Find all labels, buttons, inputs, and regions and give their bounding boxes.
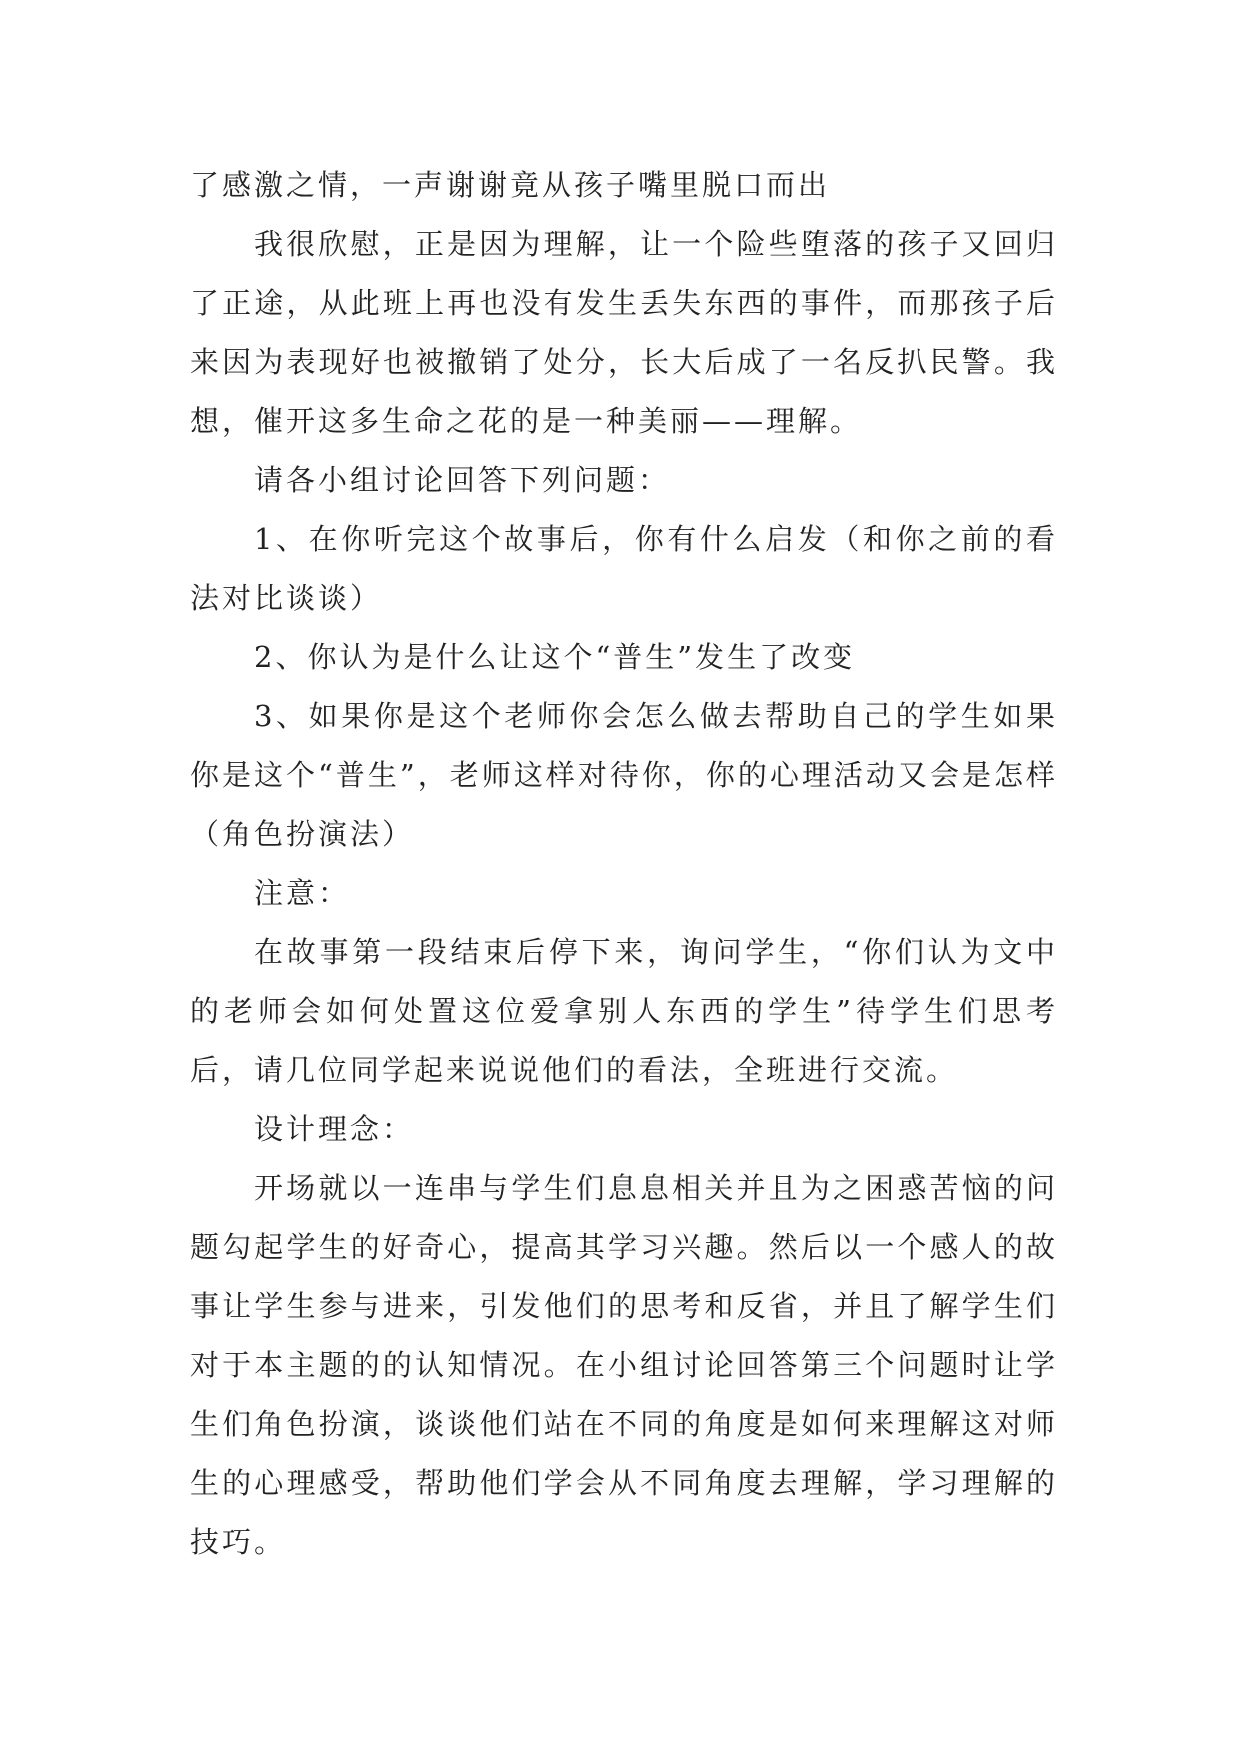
question-2: 2、你认为是什么让这个“普生”发生了改变 bbox=[254, 640, 856, 674]
paragraph-discussion-prompt: 请各小组讨论回答下列问题： bbox=[254, 463, 671, 497]
paragraph-reflection: 我很欣慰，正是因为理解，让一个险些堕落的孩子又回归了正途，从此班上再也没有发生丢失东西的事件，而那孩子后来因为表现好也被撤销了处分，长大后成了一名反扒民警。我想，催开这多生命之花的是一种美丽——理解。 bbox=[190, 227, 1058, 438]
question-3: 3、如果你是这个老师你会怎么做去帮助自己的学生如果你是这个“普生”，老师这样对待你，你的心理活动又会是怎样（角色扮演法） bbox=[190, 699, 1058, 851]
paragraph-continuation: 了感激之情，一声谢谢竟从孩子嘴里脱口而出 bbox=[190, 168, 831, 202]
document-body bbox=[190, 156, 1058, 1572]
question-1: 1、在你听完这个故事后，你有什么启发（和你之前的看法对比谈谈） bbox=[190, 522, 1058, 615]
design-concept-heading: 设计理念： bbox=[254, 1112, 415, 1146]
design-concept-body: 开场就以一连串与学生们息息相关并且为之困惑苦恼的问题勾起学生的好奇心，提高其学习兴趣。然后以一个感人的故事让学生参与进来，引发他们的思考和反省，并且了解学生们对于本主题的的认知情况。在小组讨论回答第三个问题时让学生们角色扮演，谈谈他们站在不同的角度是如何来理解这对师生的心理感受，帮助他们学会从不同角度去理解，学习理解的技巧。 bbox=[190, 1171, 1058, 1559]
note-heading: 注意： bbox=[254, 876, 351, 910]
note-body: 在故事第一段结束后停下来，询问学生，“你们认为文中的老师会如何处置这位爱拿别人东西的学生”待学生们思考后，请几位同学起来说说他们的看法，全班进行交流。 bbox=[190, 935, 1058, 1087]
